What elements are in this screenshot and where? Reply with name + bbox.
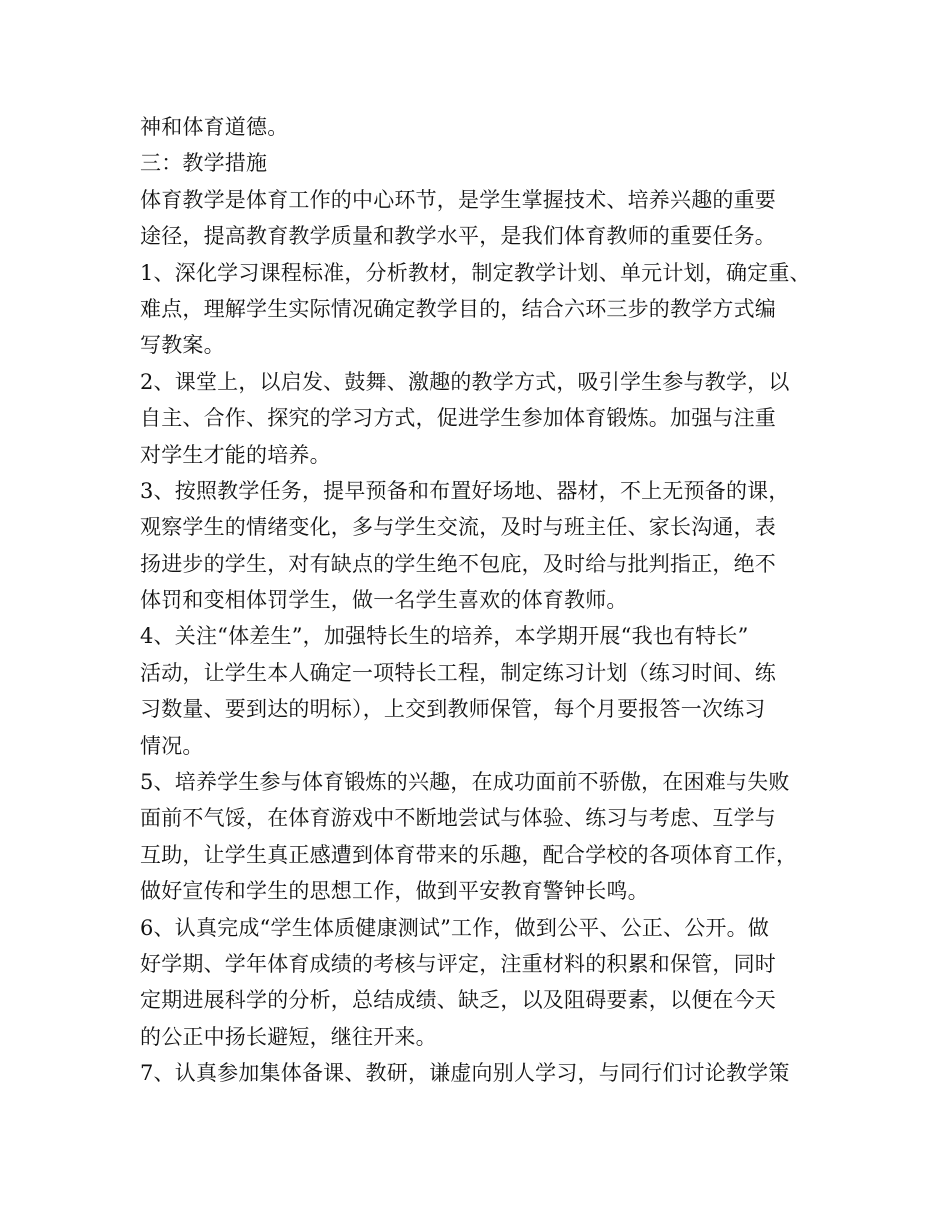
text-line: 7、认真参加集体备课、教研，谦虚向别人学习，与同行们讨论教学策: [140, 1061, 790, 1086]
body-text: [140, 109, 830, 1092]
text-line: 互助，让学生真正感遭到体育带来的乐趣，配合学校的各项体育工作，: [140, 842, 798, 867]
text-line: 活动，让学生本人确定一项特长工程，制定练习计划（练习时间、练: [140, 660, 776, 685]
text-line: 自主、合作、探究的学习方式，促进学生参加体育锻炼。加强与注重: [140, 406, 776, 431]
text-line: 的公正中扬长避短，继往开来。: [140, 1024, 437, 1049]
text-line: 写教案。: [140, 333, 225, 358]
text-line: 做好宣传和学生的思想工作，做到平安教育警钟长鸣。: [140, 879, 649, 904]
text-line: 面前不气馁，在体育游戏中不断地尝试与体验、练习与考虑、互学与: [140, 806, 776, 831]
text-line: 观察学生的情绪变化，多与学生交流，及时与班主任、家长沟通，表: [140, 515, 776, 540]
text-line: 神和体育道德。: [140, 115, 289, 139]
text-line: 6、认真完成“学生体质健康测试”工作，做到公平、公正、公开。做: [140, 915, 770, 940]
text-line: 体育教学是体育工作的中心环节，是学生掌握技术、培养兴趣的重要: [140, 187, 776, 212]
text-line: 定期进展科学的分析，总结成绩、缺乏，以及阻碍要素，以便在今天: [140, 988, 776, 1013]
text-line: 4、关注“体差生”，加强特长生的培养，本学期开展“我也有特长”: [140, 624, 749, 649]
text-line: 3、按照教学任务，提早预备和布置好场地、器材，不上无预备的课，: [140, 478, 790, 503]
section-heading: 三：教学措施: [140, 151, 268, 176]
text-line: 情况。: [140, 733, 204, 758]
text-line: 2、课堂上，以启发、鼓舞、激趣的教学方式，吸引学生参与教学，以: [140, 369, 790, 394]
text-line: 途径，提高教育教学质量和教学水平，是我们体育教师的重要任务。: [140, 224, 776, 249]
text-line: 难点，理解学生实际情况确定教学目的，结合六环三步的教学方式编: [140, 296, 776, 321]
text-line: 5、培养学生参与体育锻炼的兴趣，在成功面前不骄傲，在困难与失败: [140, 770, 790, 795]
text-line: 1、深化学习课程标准，分析教材，制定教学计划、单元计划，确定重、: [140, 260, 811, 285]
text-line: 对学生才能的培养。: [140, 442, 331, 467]
text-line: 习数量、要到达的明标），上交到教师保管，每个月要报答一次练习: [140, 697, 766, 722]
text-line: 体罚和变相体罚学生，做一名学生喜欢的体育教师。: [140, 588, 628, 613]
text-line: 好学期、学年体育成绩的考核与评定，注重材料的积累和保管，同时: [140, 951, 776, 976]
text-line: 扬进步的学生，对有缺点的学生绝不包庇，及时给与批判指正，绝不: [140, 551, 776, 576]
